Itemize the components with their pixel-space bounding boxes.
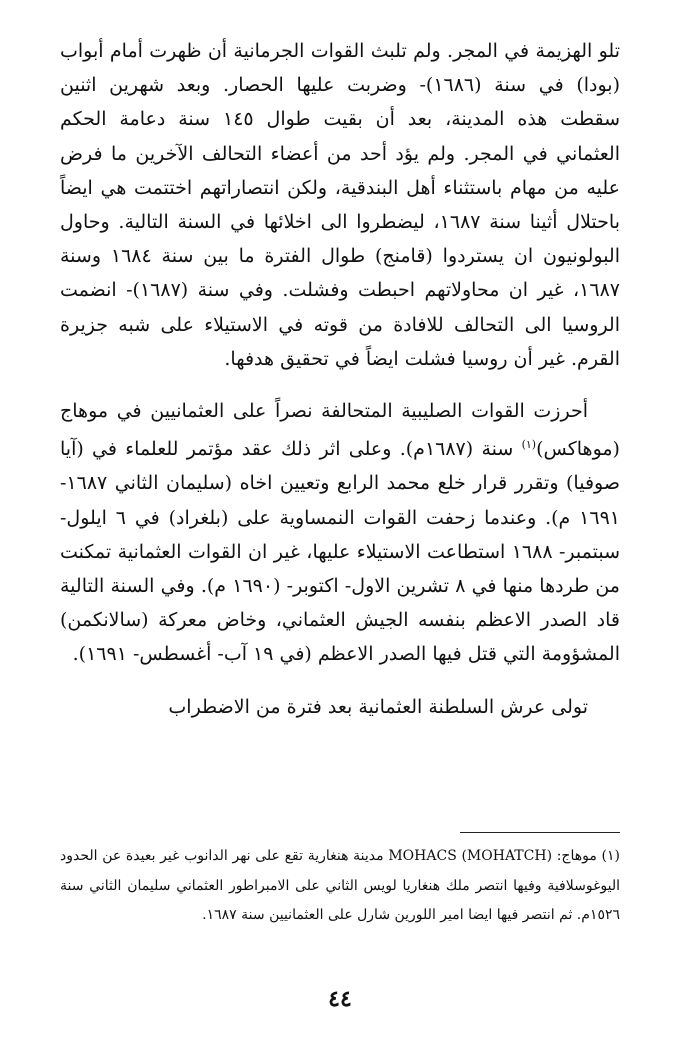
page-number: ٤٤ xyxy=(328,986,352,1012)
paragraph-2-rest: سنة (١٦٨٧م). وعلى اثر ذلك عقد مؤتمر للعلماء في (آيا صوفيا) وتقرر قرار خلع محمد الرابع وتعيين اخاه (سليمان الثاني ١٦٨٧- ١٦٩١ م). وعندما زحفت القوات النمساوية على (بلغراد) في ٦ ايلول- سبتمبر- ١٦٨٨ استطاعت الاستيلاء عليها، غير ان القوات العثمانية تمكنت من طردها منها في ٨ تشرين الاول- اكتوبر- (١٦٩٠ م). وفي السنة التالية قاد الصدر الاعظم بنفسه الجيش العثماني، وخاض معركة (سالانكمن) المشؤومة التي قتل فيها الصدر الاعظم (في ١٩ آب- أغسطس- ١٦٩١). xyxy=(60,438,620,666)
paragraph-spacer xyxy=(60,672,620,690)
body-paragraph-1: تلو الهزيمة في المجر. ولم تلبث القوات الجرمانية أن ظهرت أمام أبواب (بودا) في سنة (١٦٨٦)- وضربت عليها الحصار. وبعد شهرين اثنين سقطت هذه المدينة، بعد أن بقيت طوال ١٤٥ سنة دعامة الحكم العثماني في المجر. ولم يؤد أحد من أعضاء التحالف الآخرين ما فرض عليه من مهام باستثناء أهل البندقية، ولكن انتصاراتهم اختتمت هي ايضاً باحتلال أثينا سنة ١٦٨٧، ليضطروا الى اخلائها في السنة التالية. وحاول البولونيون ان يستردوا (قامنج) طوال الفترة ما بين سنة ١٦٨٤ وسنة ١٦٨٧، غير ان محاولاتهم احبطت وفشلت. وفي سنة (١٦٨٧)- انضمت الروسيا الى التحالف للافادة من قوته في الاستيلاء على شبه جزيرة القرم. غير أن روسيا فشلت ايضاً في تحقيق هدفها. xyxy=(60,40,620,370)
paragraph-spacer xyxy=(60,376,620,394)
footnote-divider xyxy=(460,832,620,833)
body-paragraph-2 xyxy=(60,394,620,672)
footnote: (١) موهاج: (MOHACS (MOHATCH مدينة هنغارية تقع على نهر الدانوب غير بعيدة عن الحدود اليوغوسلافية وفيها انتصر ملك هنغاريا لويس الثاني على الامبراطور العثماني سليمان الثاني سنة ١٥٢٦م. ثم انتصر فيها ايضا امير اللورين شارل على العثمانيين سنة ١٦٨٧. xyxy=(60,848,620,923)
body-paragraph-3: تولى عرش السلطنة العثمانية بعد فترة من الاضطراب xyxy=(168,695,588,718)
book-page xyxy=(60,34,620,1012)
paragraph-2-opening: أحرزت القوات الصليبية المتحالفة نصراً على العثمانيين في موهاج (موهاكس) xyxy=(60,400,620,461)
footnote-reference: (١) xyxy=(521,438,537,452)
